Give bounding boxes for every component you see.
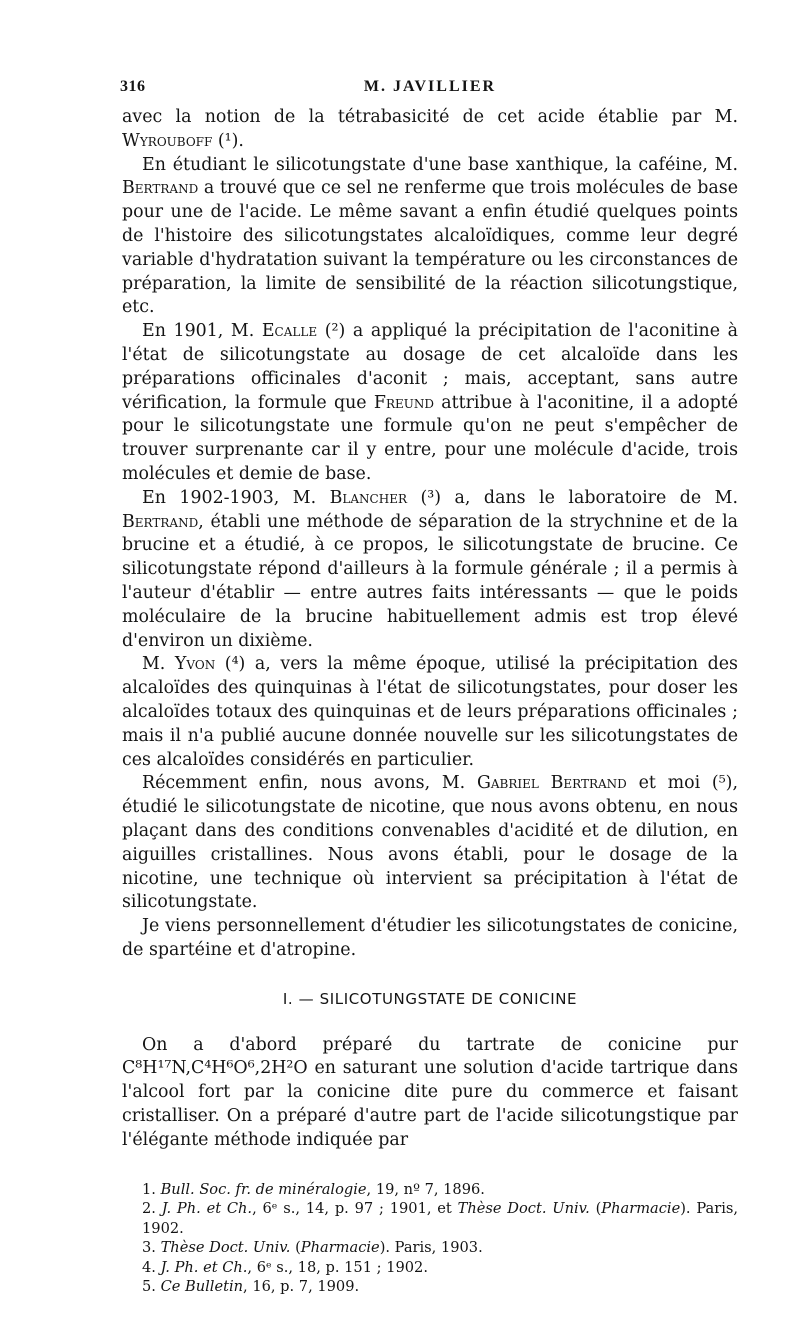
author-name: Blancher <box>329 487 407 508</box>
author-name: Gabriel Bertrand <box>476 773 627 794</box>
running-head: M. JAVILLIER <box>363 78 497 95</box>
page-number: 316 <box>120 78 146 95</box>
footnote-3: 3. Thèse Doct. Univ. (Pharmacie). Paris, 1903. <box>142 1239 483 1257</box>
body-text <box>122 106 738 963</box>
footnote-ref: (⁵) <box>711 773 733 794</box>
author-name: Bertrand <box>122 178 199 199</box>
footnote-ref: (²) <box>324 321 346 342</box>
author-name: Bertrand <box>122 511 199 532</box>
chemical-formula: C⁸H¹⁷N,C⁴H⁶O⁶,2H²O <box>122 1058 308 1079</box>
paragraph-8: On a d'abord préparé du tartrate de conicine pur C⁸H¹⁷N,C⁴H⁶O⁶,2H²O en saturant une solution d'acide tartrique dans l'alcool fort par la conicine dite pure du commerce et faisant cristalliser. On a préparé d'autre part de l'acide silicotungstique par l'élégante méthode indiquée par <box>122 1034 738 1150</box>
footnote-1: 1. Bull. Soc. fr. de minéralogie, 19, nº 7, 1896. <box>142 1180 485 1198</box>
page-header <box>122 78 738 106</box>
paragraph-2: En étudiant le silicotungstate d'une base xanthique, la caféine, M. Bertrand a trouvé que ce sel ne renferme que trois molécules de base pour une de l'acide. Le même savant a enfin étudié quelques points de l'histoire des silicotungstates alcaloïdiques, comme leur degré variable d'hydratation suivant la température ou les circonstances de préparation, la limite de sensibilité de la réaction silicotungstique, etc. <box>122 154 738 318</box>
footnote-5: 5. Ce Bulletin, 16, p. 7, 1909. <box>142 1278 360 1296</box>
footnote-ref: (⁴) <box>224 654 246 675</box>
body-text-section <box>122 1034 738 1153</box>
author-name: Yvon <box>174 654 216 675</box>
footnote-ref: (³) <box>420 487 442 508</box>
page <box>122 78 738 1297</box>
section-title: I. — SILICOTUNGSTATE DE CONICINE <box>282 989 578 1008</box>
paragraph-4: En 1902-1903, M. Blancher (³) a, dans le laboratoire de M. Bertrand, établi une méthode de séparation de la strychnine et de la brucine et a étudié, à ce propos, le silicotungstate de brucine. Ce silicotungstate répond d'ailleurs à la formule générale ; il a permis à l'auteur d'établir — entre autres faits intéressants — que le poids moléculaire de la brucine habituellement admis est trop élevé d'environ un dixième. <box>122 487 738 651</box>
paragraph-5: M. Yvon (⁴) a, vers la même époque, utilisé la précipitation des alcaloïdes des quinquinas à l'état de silicotungstates, pour doser les alcaloïdes totaux des quinquinas et de leurs préparations officinales ; mais il n'a publié aucune donnée nouvelle sur les silicotungstates de ces alcaloïdes considérés en particulier. <box>122 654 738 770</box>
footnote-ref: (¹). <box>217 130 244 151</box>
paragraph-7: Je viens personnellement d'étudier les silicotungstates de conicine, de spartéine et d'atropine. <box>122 916 738 960</box>
author-name: Wyrouboff <box>122 130 213 151</box>
paragraph-6: Récemment enfin, nous avons, M. Gabriel Bertrand et moi (⁵), étudié le silicotungstate de nicotine, que nous avons obtenu, en nous plaçant dans des conditions convenables d'acidité et de dilution, en aiguilles cristallines. Nous avons établi, pour le dosage de la nicotine, une technique où intervient sa précipitation à l'état de silicotungstate. <box>122 773 738 913</box>
author-name: Freund <box>373 392 434 413</box>
paragraph-1: avec la notion de la tétrabasicité de cet acide établie par M. Wyrouboff (¹). <box>122 107 738 151</box>
footnotes <box>122 1180 738 1297</box>
author-name: Ecalle <box>261 321 318 342</box>
paragraph-3: En 1901, M. Ecalle (²) a appliqué la précipitation de l'aconitine à l'état de silicotungstate au dosage de cet alcaloïde dans les préparations officinales d'aconit ; mais, acceptant, sans autre vérification, la formule que Freund attribue à l'aconitine, il a adopté pour le silicotungstate une formule qu'on ne peut s'empêcher de trouver surprenante car il y entre, pour une molécule d'acide, trois molécules et demie de base. <box>122 321 738 484</box>
footnote-2: 2. J. Ph. et Ch., 6ᵉ s., 14, p. 97 ; 1901, et Thèse Doct. Univ. (Pharmacie). Paris, 1902. <box>142 1200 738 1237</box>
footnote-4: 4. J. Ph. et Ch., 6ᵉ s., 18, p. 151 ; 1902. <box>142 1258 428 1276</box>
